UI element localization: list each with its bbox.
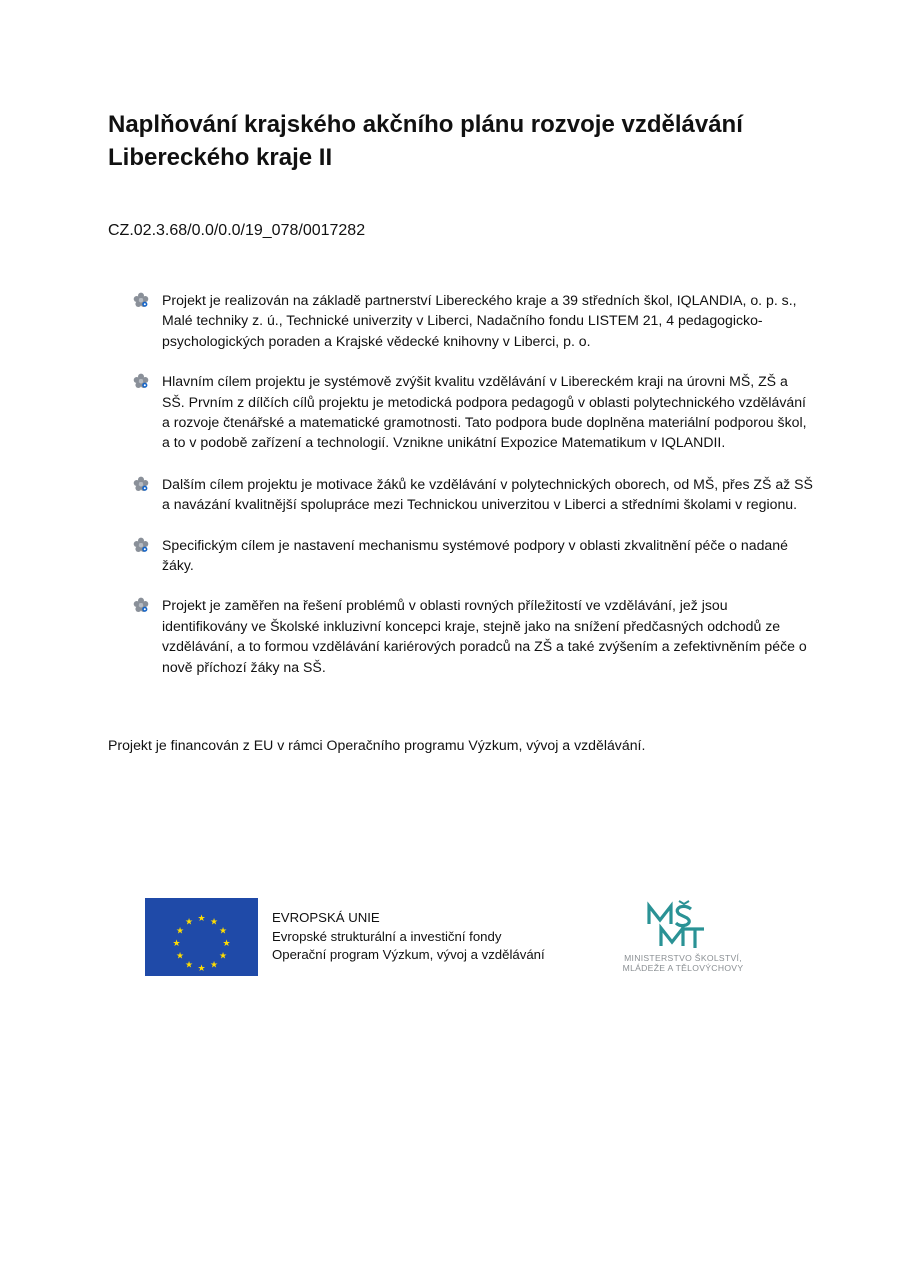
bullet-item bbox=[133, 474, 813, 515]
bullet-text: Hlavním cílem projektu je systémově zvýšit kvalitu vzdělávání v Libereckém kraji na úrovni MŠ, ZŠ a SŠ. Prvním z dílčích cílů projektu je metodická podpora pedagogů v oblasti polytechnického vzdělávání a rozvoje čtenářské a matematické gramotnosti. Tato podpora bude doplněna materiální podporou škol, a to v podobě zařízení a technologií. Vznikne unikátní Expozice Matematikum v IQLANDII. bbox=[162, 373, 807, 451]
bullet-item bbox=[133, 595, 813, 677]
financing-note: Projekt je financován z EU v rámci Operačního programu Výzkum, vývoj a vzdělávání. bbox=[108, 737, 646, 753]
msmt-caption-line-2: MLÁDEŽE A TĚLOVÝCHOVY bbox=[622, 963, 744, 973]
flower-bullet-icon bbox=[133, 292, 149, 308]
svg-text:★: ★ bbox=[209, 917, 219, 928]
svg-text:★: ★ bbox=[209, 960, 219, 971]
msmt-caption bbox=[600, 953, 766, 973]
eu-line-3: Operační program Výzkum, vývoj a vzdělávání bbox=[272, 947, 545, 962]
svg-text:★: ★ bbox=[218, 926, 228, 937]
bullet-item bbox=[133, 290, 813, 351]
flower-bullet-icon bbox=[133, 476, 149, 492]
msmt-caption-line-1: MINISTERSTVO ŠKOLSTVÍ, bbox=[624, 953, 742, 963]
eu-line-2: Evropské strukturální a investiční fondy bbox=[272, 928, 502, 944]
svg-text:★: ★ bbox=[184, 960, 194, 971]
bullet-text: Specifickým cílem je nastavení mechanismu systémové podpory v oblasti zkvalitnění péče o nadané žáky. bbox=[162, 536, 788, 574]
flower-bullet-icon bbox=[133, 597, 149, 613]
eu-logo-text bbox=[272, 909, 545, 965]
document-title: Naplňování krajského akčního plánu rozvoje vzdělávání Libereckého kraje II bbox=[108, 111, 743, 171]
flower-bullet-icon bbox=[133, 373, 149, 389]
svg-text:★: ★ bbox=[172, 939, 181, 949]
svg-text:★: ★ bbox=[218, 951, 228, 962]
bullet-text: Projekt je zaměřen na řešení problémů v oblasti rovných příležitostí ve vzdělávání, jež jsou identifikovány ve Školské inkluzivní koncepci kraje, stejně jako na snížení předčasných odchodů ze vzdělávání, a to formou vzdělávání kariérových poradců na ZŠ a také zvýšením a zefektivněním péče o nově příchozí žáky na SŠ. bbox=[162, 597, 807, 675]
svg-text:★: ★ bbox=[197, 914, 206, 924]
eu-flag-icon bbox=[145, 898, 258, 976]
svg-text:★: ★ bbox=[222, 939, 231, 949]
svg-text:★: ★ bbox=[175, 926, 185, 937]
flower-bullet-icon bbox=[133, 537, 149, 553]
bullet-list bbox=[133, 290, 813, 677]
svg-text:★: ★ bbox=[197, 964, 206, 974]
project-code: CZ.02.3.68/0.0/0.0/19_078/0017282 bbox=[108, 222, 366, 239]
bullet-item bbox=[133, 371, 813, 453]
bullet-text: Projekt je realizován na základě partnerství Libereckého kraje a 39 středních škol, IQLANDIA, o. p. s., Malé techniky z. ú., Technické univerzity v Liberci, Nadačního fondu LISTEM 21, 4 pedagogicko-psychologických poraden a Krajské vědecké knihovny v Liberci, p. o. bbox=[162, 292, 797, 349]
bullet-item bbox=[133, 535, 813, 576]
svg-text:★: ★ bbox=[184, 917, 194, 928]
bullet-text: Dalším cílem projektu je motivace žáků ke vzdělávání v polytechnických oborech, od MŠ, přes ZŠ až SŠ a navázání kvalitnější spolupráce mezi Technickou univerzitou v Liberci a středními školami v regionu. bbox=[162, 475, 813, 513]
eu-line-1: EVROPSKÁ UNIE bbox=[272, 910, 380, 925]
svg-text:★: ★ bbox=[175, 951, 185, 962]
